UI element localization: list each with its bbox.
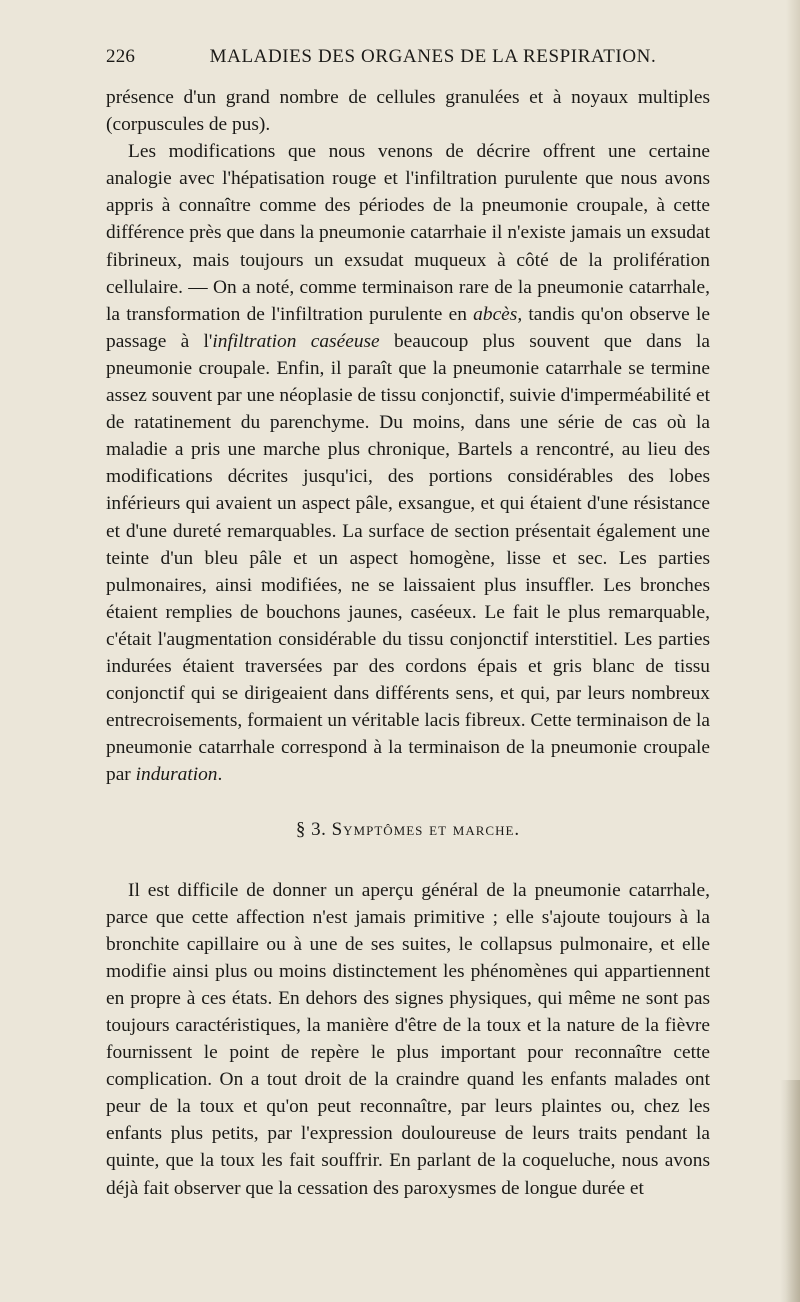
italic-term-abces: abcès: [473, 303, 518, 325]
text-run: Les modifications que nous venons de décrire offrent une certaine analogie avec l'hépatisation rouge et l'infiltration purulente que nous avons appris à connaître comme des périodes de la pneumonie croupale, à cette différence près que dans la pneumonie catarrhaie il n'existe jamais un exsudat fibrineux, mais toujours un exsudat muqueux à côté de la prolifération cellulaire. — On a noté, comme terminaison rare de la pneumonie catarrhale, la transformation de l'infiltration purulente en: [106, 141, 710, 325]
page-edge-shadow-bottom: [780, 1080, 800, 1302]
paragraph-continued: présence d'un grand nombre de cellules granulées et à noyaux multiples (corpuscules de pus).: [106, 87, 710, 136]
text-run: , tandis qu'on observe le passage à l': [106, 303, 710, 352]
page-number: 226: [106, 46, 136, 67]
section-title: Symptômes et marche.: [331, 819, 521, 841]
paragraph-symptomes: Il est difficile de donner un aperçu général de la pneumonie catarrhale, parce que cette affection n'est jamais primitive ; elle s'ajoute toujours à la bronchite capillaire ou à une de ses suites, le collapsus pulmonaire, et elle modifie ainsi plus ou moins distinctement les phénomènes qui appartiennent en propre à ces états. En dehors des signes physiques, qui même ne sont pas toujours caractéristiques, la manière d'être de la toux et la nature de la fièvre fournissent le point de repère le plus important pour reconnaître cette complication. On a tout droit de la craindre quand les enfants malades ont peur de la toux et qu'on peut reconnaître, par leurs plaintes ou, chez les enfants plus petits, par l'expression douloureuse de leurs traits pendant la quinte, que la toux les fait souffrir. En parlant de la coqueluche, nous avons déjà fait observer que la cessation des paroxysmes de longue durée et: [106, 879, 710, 1199]
text-run: .: [217, 764, 223, 786]
italic-term-induration: induration: [135, 764, 218, 786]
body-text: [106, 84, 710, 1202]
italic-term-infiltration-caseeuse: infiltration caséeuse: [212, 330, 380, 352]
section-number: § 3.: [295, 819, 327, 841]
running-head: [106, 46, 710, 72]
text-run: beaucoup plus souvent que dans la pneumonie croupale. Enfin, il paraît que la pneumonie catarrhale se termine assez souvent par une néoplasie de tissu conjonctif, suivie d'imperméabilité et de ratatinement du parenchyme. Du moins, dans une série de cas où la maladie a pris une marche plus chronique, Bartels a rencontré, au lieu des modifications décrites jusqu'ici, des portions considérables des lobes inférieurs qui avaient un aspect pâle, exsangue, et qui étaient d'une résistance et d'une dureté remarquables. La surface de section présentait également une teinte d'un bleu pâle et un aspect homogène, lisse et sec. Les parties pulmonaires, ainsi modifiées, ne se laissaient plus insuffler. Les bronches étaient remplies de bouchons jaunes, caséeux. Le fait le plus remarquable, c'était l'augmentation considérable du tissu conjonctif interstitiel. Les parties indurées étaient traversées par des cordons épais et gris blanc de tissu conjonctif qui se dirigeaient dans différents sens, et qui, par leurs nombreux entrecroisements, formaient un véritable lacis fibreux. Cette terminaison de la pneumonie catarrhale correspond à la terminaison de la pneumonie croupale par: [106, 330, 710, 786]
section-heading: [106, 816, 710, 843]
paragraph-analogie: [106, 138, 710, 788]
running-title: MALADIES DES ORGANES DE LA RESPIRATION.: [209, 46, 657, 67]
